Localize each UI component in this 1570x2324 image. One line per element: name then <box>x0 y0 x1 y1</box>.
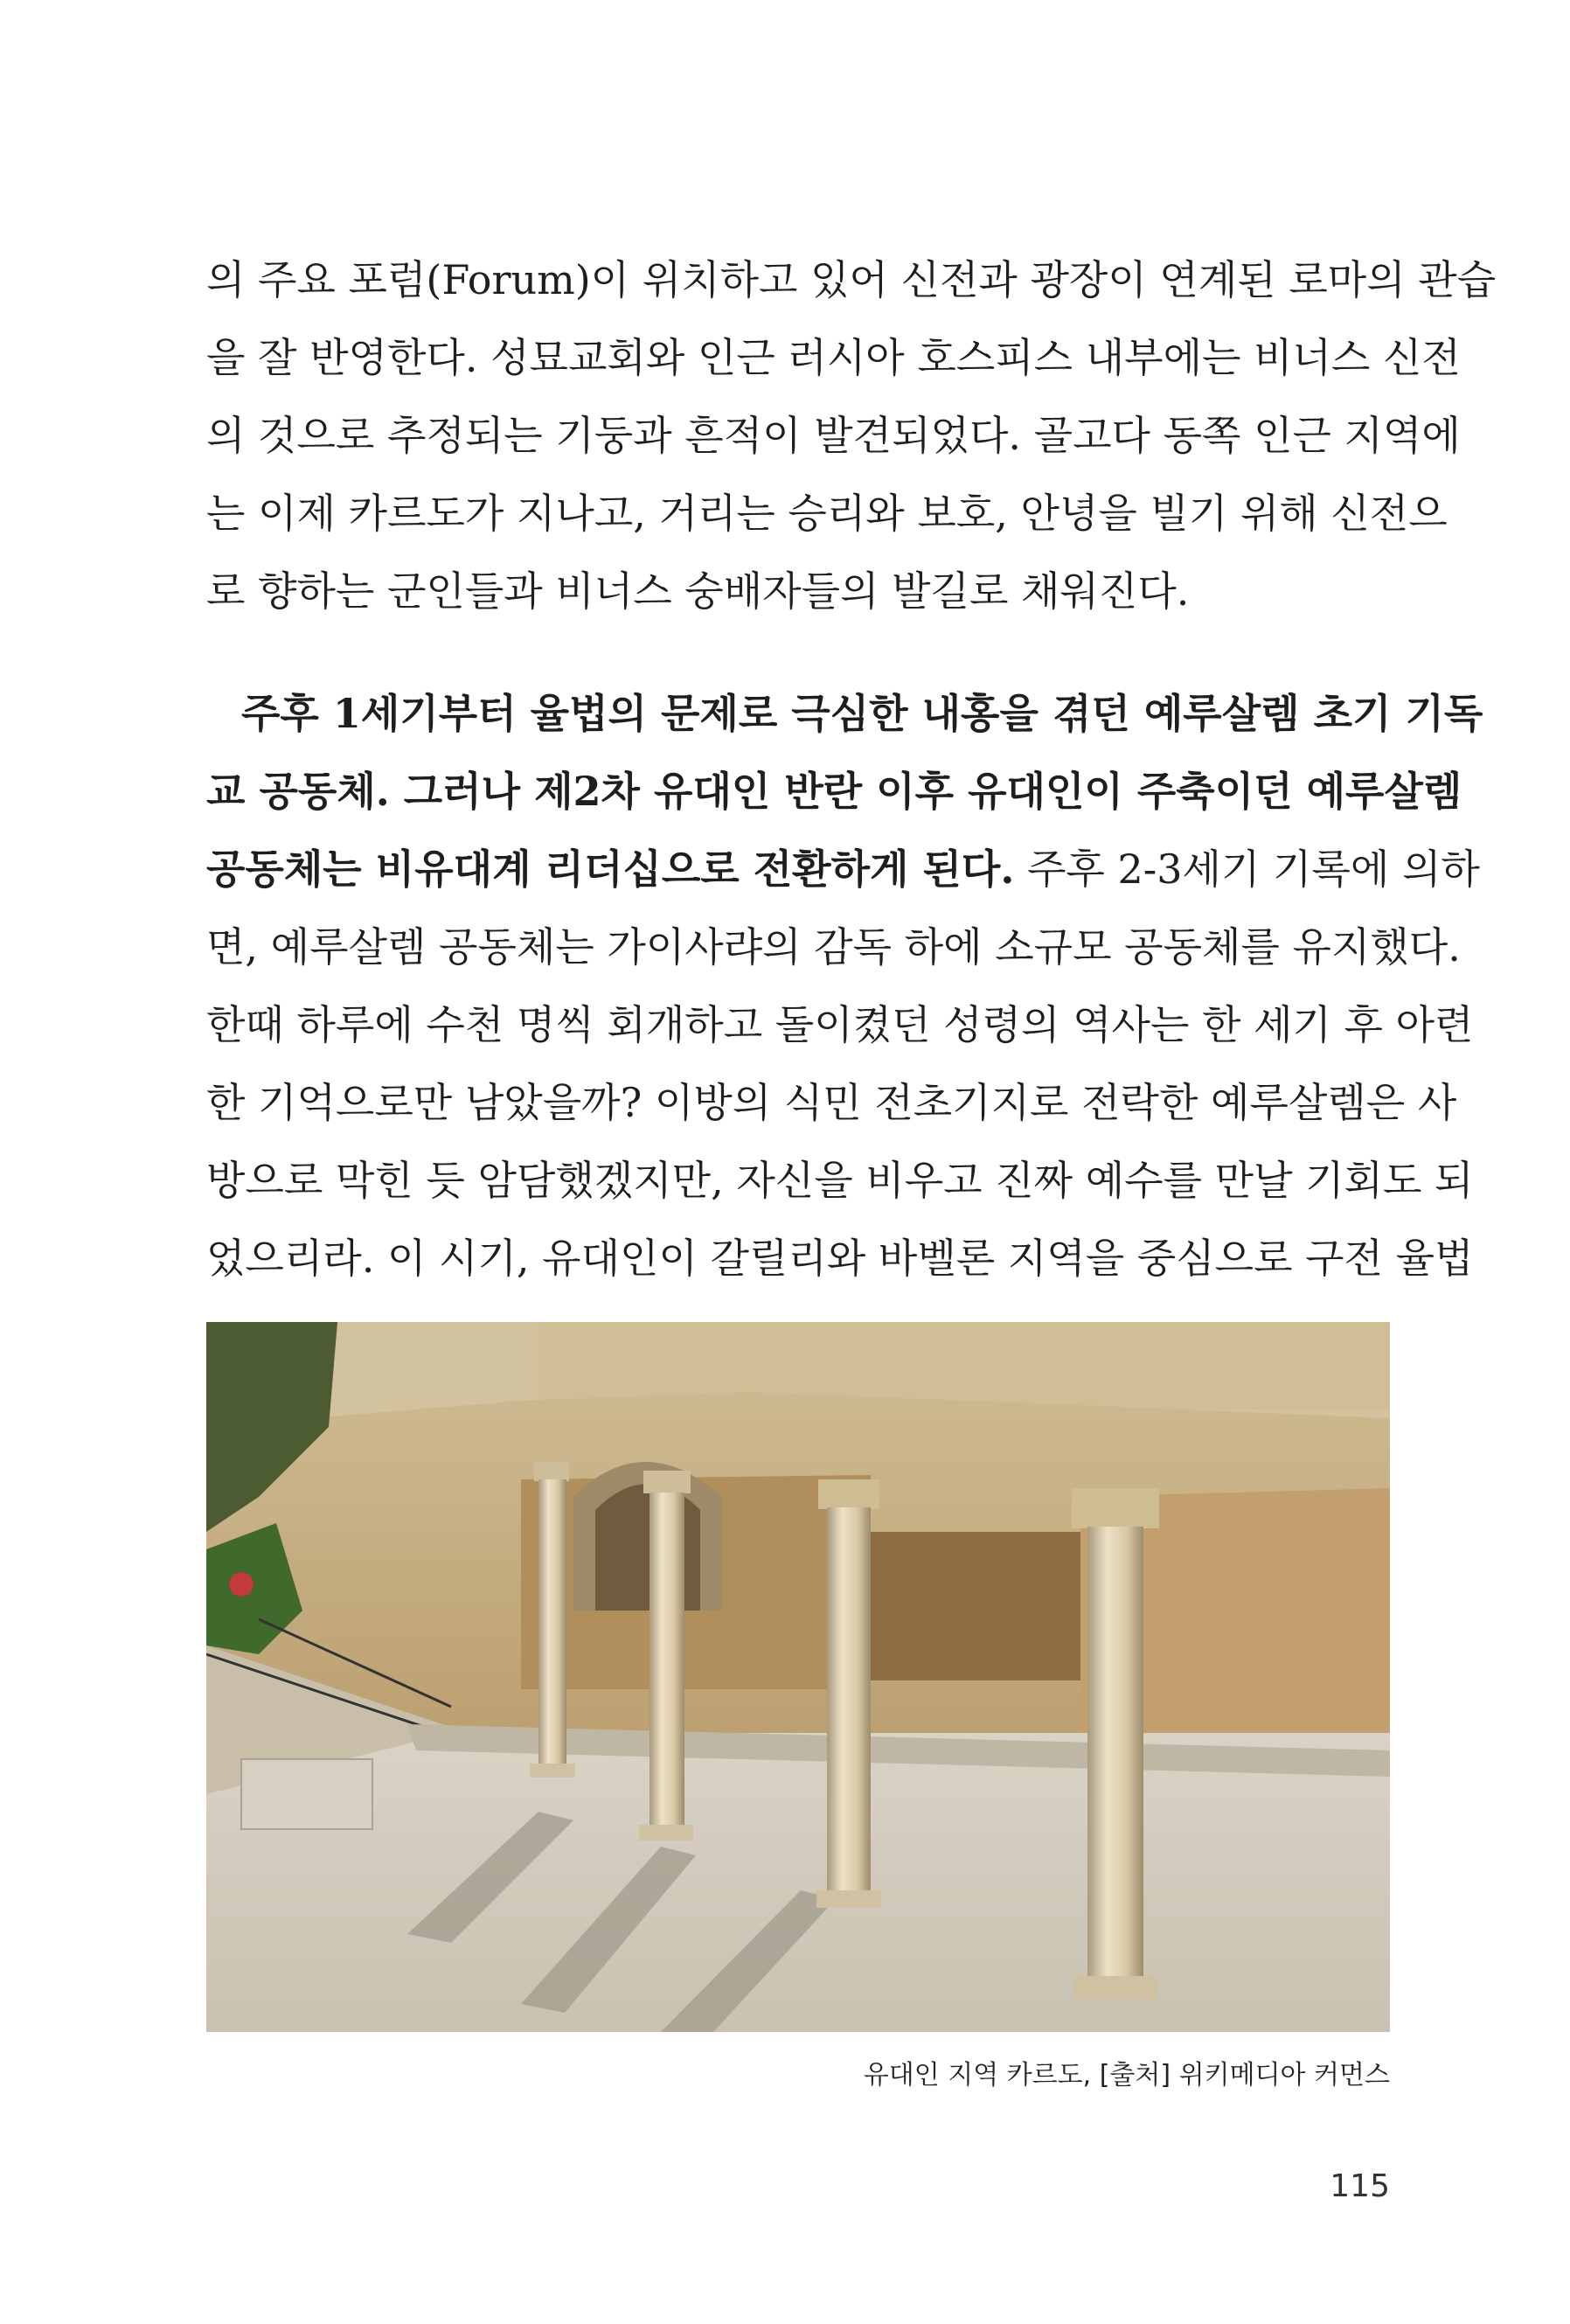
body-text-line: 는 이제 카르도가 지나고, 거리는 승리와 보호, 안녕을 빌기 위해 신전으 <box>206 490 1448 537</box>
page-number: 115 <box>1330 2168 1390 2204</box>
body-text-line: 의 것으로 추정되는 기둥과 흔적이 발견되었다. 골고다 동쪽 인근 지역에 <box>206 412 1461 459</box>
bold-text-span: 공동체는 비유대계 리더십으로 전환하게 된다. <box>206 845 1015 893</box>
body-text-line: 었으리라. 이 시기, 유대인이 갈릴리와 바벨론 지역을 중심으로 구전 율법 <box>206 1235 1474 1282</box>
body-text-line: 면, 예루살렘 공동체는 가이사랴의 감독 하에 소규모 공동체를 유지했다. <box>206 923 1461 971</box>
body-text-line: 한때 하루에 수천 명씩 회개하고 돌이켰던 성령의 역사는 한 세기 후 아련 <box>206 1001 1474 1048</box>
photo-caption: 유대인 지역 카르도, [출처] 위키메디아 커먼스 <box>863 2060 1390 2091</box>
mixed-text-line <box>206 843 1480 895</box>
bold-text-line: 주후 1세기부터 율법의 문제로 극심한 내홍을 겪던 예루살렘 초기 기독 <box>241 690 1483 737</box>
body-text-line: 한 기억으로만 남았을까? 이방의 식민 전초기지로 전락한 예루살렘은 사 <box>206 1079 1457 1126</box>
bold-text-line: 교 공동체. 그러나 제2차 유대인 반란 이후 유대인이 주축이던 예루살렘 <box>206 768 1462 815</box>
regular-text-span: 주후 2-3세기 기록에 의하 <box>1014 845 1480 893</box>
body-text-line: 로 향하는 군인들과 비너스 숭배자들의 발길로 채워진다. <box>206 567 1190 615</box>
cardo-photo <box>206 1322 1390 2032</box>
body-text-line: 을 잘 반영한다. 성묘교회와 인근 러시아 호스피스 내부에는 비너스 신전 <box>206 334 1461 381</box>
body-text-line: 방으로 막힌 듯 암담했겠지만, 자신을 비우고 진짜 예수를 만날 기회도 되 <box>206 1157 1474 1204</box>
body-text-line: 의 주요 포럼(Forum)이 위치하고 있어 신전과 광장이 연계된 로마의 관습 <box>206 256 1497 303</box>
